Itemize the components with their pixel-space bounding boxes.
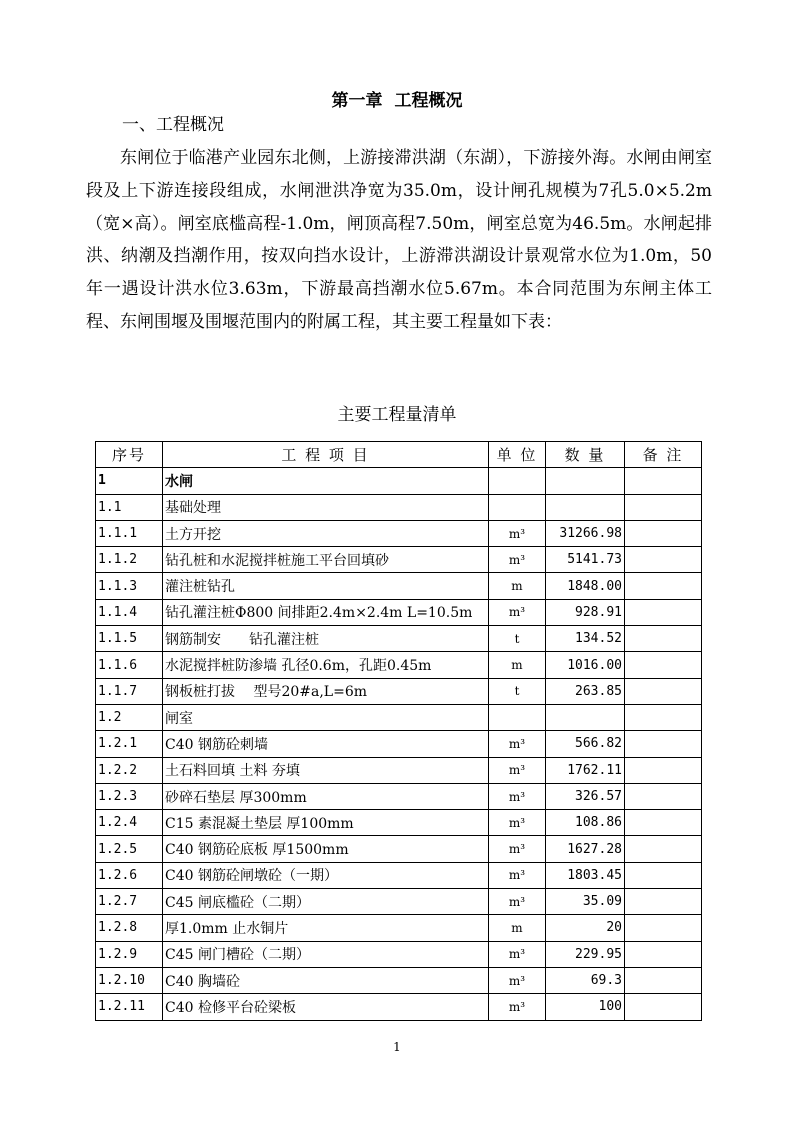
cell-no: 1.2.2 <box>96 757 163 783</box>
cell-item: 钢板桩打拔 型号20#a,L=6m <box>163 678 489 704</box>
cell-no: 1.1.5 <box>96 626 163 652</box>
cell-qty: 326.57 <box>546 783 625 809</box>
cell-unit: m³ <box>489 810 546 836</box>
cell-item: C40 胸墙砼 <box>163 967 489 993</box>
cell-note <box>625 783 702 809</box>
cell-item: 基础处理 <box>163 494 489 520</box>
cell-unit <box>489 468 546 494</box>
table-row <box>96 967 702 993</box>
cell-qty: 263.85 <box>546 678 625 704</box>
header-unit: 单 位 <box>489 442 546 468</box>
cell-no: 1.1.6 <box>96 652 163 678</box>
cell-item: 钢筋制安 钻孔灌注桩 <box>163 626 489 652</box>
cell-item: C45 闸底槛砼（二期） <box>163 889 489 915</box>
cell-note <box>625 994 702 1020</box>
table-row <box>96 731 702 757</box>
cell-no: 1.2.5 <box>96 836 163 862</box>
cell-note <box>625 494 702 520</box>
cell-no: 1.1.3 <box>96 573 163 599</box>
chapter-number: 第一章 <box>331 91 383 111</box>
cell-qty: 5141.73 <box>546 547 625 573</box>
cell-note <box>625 652 702 678</box>
table-body <box>96 468 702 1020</box>
cell-unit <box>489 494 546 520</box>
quantity-table <box>95 441 702 1021</box>
cell-unit: m³ <box>489 862 546 888</box>
section-title: 一、工程概况 <box>122 115 224 135</box>
cell-qty: 1803.45 <box>546 862 625 888</box>
cell-qty: 1762.11 <box>546 757 625 783</box>
cell-item: 砂碎石垫层 厚300mm <box>163 783 489 809</box>
cell-qty: 100 <box>546 994 625 1020</box>
cell-unit: m³ <box>489 994 546 1020</box>
cell-qty: 134.52 <box>546 626 625 652</box>
cell-note <box>625 915 702 941</box>
cell-item: C40 钢筋砼闸墩砼（一期） <box>163 862 489 888</box>
header-no: 序号 <box>96 442 163 468</box>
cell-note <box>625 573 702 599</box>
table-row <box>96 889 702 915</box>
cell-qty <box>546 704 625 730</box>
cell-qty: 1016.00 <box>546 652 625 678</box>
cell-note <box>625 468 702 494</box>
table-row <box>96 862 702 888</box>
cell-unit: m³ <box>489 731 546 757</box>
cell-unit: m <box>489 915 546 941</box>
table-row <box>96 547 702 573</box>
cell-unit: m³ <box>489 836 546 862</box>
cell-note <box>625 757 702 783</box>
table-row <box>96 994 702 1020</box>
table-row <box>96 573 702 599</box>
cell-unit: m³ <box>489 941 546 967</box>
cell-qty <box>546 468 625 494</box>
table-header-row <box>96 442 702 468</box>
cell-item: 土方开挖 <box>163 520 489 546</box>
cell-note <box>625 731 702 757</box>
cell-item: 土石料回填 土料 夯填 <box>163 757 489 783</box>
cell-qty: 20 <box>546 915 625 941</box>
cell-unit: m³ <box>489 547 546 573</box>
cell-item: 水闸 <box>163 468 489 494</box>
cell-no: 1.1.7 <box>96 678 163 704</box>
cell-no: 1.2.1 <box>96 731 163 757</box>
cell-no: 1 <box>96 468 163 494</box>
overview-text: 东闸位于临港产业园东北侧，上游接滞洪湖（东湖），下游接外海。水闸由闸室段及上下游连接段组成，水闸泄洪净宽为35.0m，设计闸孔规模为7孔5.0×5.2m（宽×高）。闸室底槛高程-1.0m，闸顶高程7.50m，闸室总宽为46.5m。水闸起排洪、纳潮及挡潮作用，按双向挡水设计，上游滞洪湖设计景观常水位为1.0m，50 年一遇设计洪水位3.63m，下游最高挡潮水位5.67m。本合同范围为东闸主体工程、东闸围堰及围堰范围内的附属工程，其主要工程量如下表： <box>86 148 712 332</box>
overview-paragraph <box>86 142 712 339</box>
cell-unit: m <box>489 573 546 599</box>
cell-unit: m³ <box>489 520 546 546</box>
cell-note <box>625 941 702 967</box>
cell-no: 1.2 <box>96 704 163 730</box>
table-row <box>96 783 702 809</box>
cell-no: 1.2.10 <box>96 967 163 993</box>
table-row <box>96 678 702 704</box>
cell-qty: 108.86 <box>546 810 625 836</box>
cell-item: 钻孔桩和水泥搅拌桩施工平台回填砂 <box>163 547 489 573</box>
cell-item: C40 钢筋砼底板 厚1500mm <box>163 836 489 862</box>
cell-item: C45 闸门槽砼（二期） <box>163 941 489 967</box>
cell-no: 1.2.9 <box>96 941 163 967</box>
cell-note <box>625 626 702 652</box>
cell-no: 1.2.6 <box>96 862 163 888</box>
cell-unit: m³ <box>489 783 546 809</box>
cell-item: 厚1.0mm 止水铜片 <box>163 915 489 941</box>
header-note: 备 注 <box>625 442 702 468</box>
cell-item: 钻孔灌注桩Φ800 间排距2.4m×2.4m L=10.5m <box>163 599 489 625</box>
cell-no: 1.1.4 <box>96 599 163 625</box>
cell-qty: 35.09 <box>546 889 625 915</box>
cell-qty: 31266.98 <box>546 520 625 546</box>
table-row <box>96 836 702 862</box>
cell-note <box>625 704 702 730</box>
cell-no: 1.1.1 <box>96 520 163 546</box>
cell-qty: 69.3 <box>546 967 625 993</box>
cell-unit <box>489 704 546 730</box>
cell-unit: m³ <box>489 967 546 993</box>
cell-note <box>625 599 702 625</box>
table-row <box>96 652 702 678</box>
cell-unit: m <box>489 652 546 678</box>
cell-no: 1.2.11 <box>96 994 163 1020</box>
cell-unit: t <box>489 678 546 704</box>
cell-unit: m³ <box>489 889 546 915</box>
chapter-name: 工程概况 <box>394 91 463 111</box>
cell-note <box>625 967 702 993</box>
cell-item: 灌注桩钻孔 <box>163 573 489 599</box>
cell-no: 1.2.4 <box>96 810 163 836</box>
cell-unit: m³ <box>489 599 546 625</box>
cell-no: 1.1.2 <box>96 547 163 573</box>
table-row <box>96 704 702 730</box>
table-row <box>96 757 702 783</box>
cell-note <box>625 889 702 915</box>
table-row <box>96 626 702 652</box>
cell-qty: 1848.00 <box>546 573 625 599</box>
cell-qty: 566.82 <box>546 731 625 757</box>
cell-item: C40 检修平台砼梁板 <box>163 994 489 1020</box>
header-item: 工 程 项 目 <box>163 442 489 468</box>
cell-item: 水泥搅拌桩防渗墙 孔径0.6m，孔距0.45m <box>163 652 489 678</box>
cell-no: 1.2.8 <box>96 915 163 941</box>
table-title: 主要工程量清单 <box>337 405 457 425</box>
cell-note <box>625 520 702 546</box>
cell-no: 1.1 <box>96 494 163 520</box>
table-row <box>96 520 702 546</box>
cell-qty <box>546 494 625 520</box>
table-row <box>96 810 702 836</box>
header-qty: 数 量 <box>546 442 625 468</box>
cell-unit: m³ <box>489 757 546 783</box>
cell-qty: 928.91 <box>546 599 625 625</box>
cell-note <box>625 810 702 836</box>
cell-unit: t <box>489 626 546 652</box>
table-row <box>96 941 702 967</box>
cell-note <box>625 862 702 888</box>
cell-item: C40 钢筋砼刺墙 <box>163 731 489 757</box>
cell-item: 闸室 <box>163 704 489 730</box>
page-number: 1 <box>393 1040 401 1054</box>
cell-qty: 1627.28 <box>546 836 625 862</box>
cell-item: C15 素混凝土垫层 厚100mm <box>163 810 489 836</box>
table-row <box>96 915 702 941</box>
table-row <box>96 468 702 494</box>
chapter-title <box>0 86 794 111</box>
table-row <box>96 599 702 625</box>
cell-note <box>625 836 702 862</box>
table-row <box>96 494 702 520</box>
cell-note <box>625 678 702 704</box>
cell-qty: 229.95 <box>546 941 625 967</box>
cell-no: 1.2.3 <box>96 783 163 809</box>
cell-note <box>625 547 702 573</box>
cell-no: 1.2.7 <box>96 889 163 915</box>
